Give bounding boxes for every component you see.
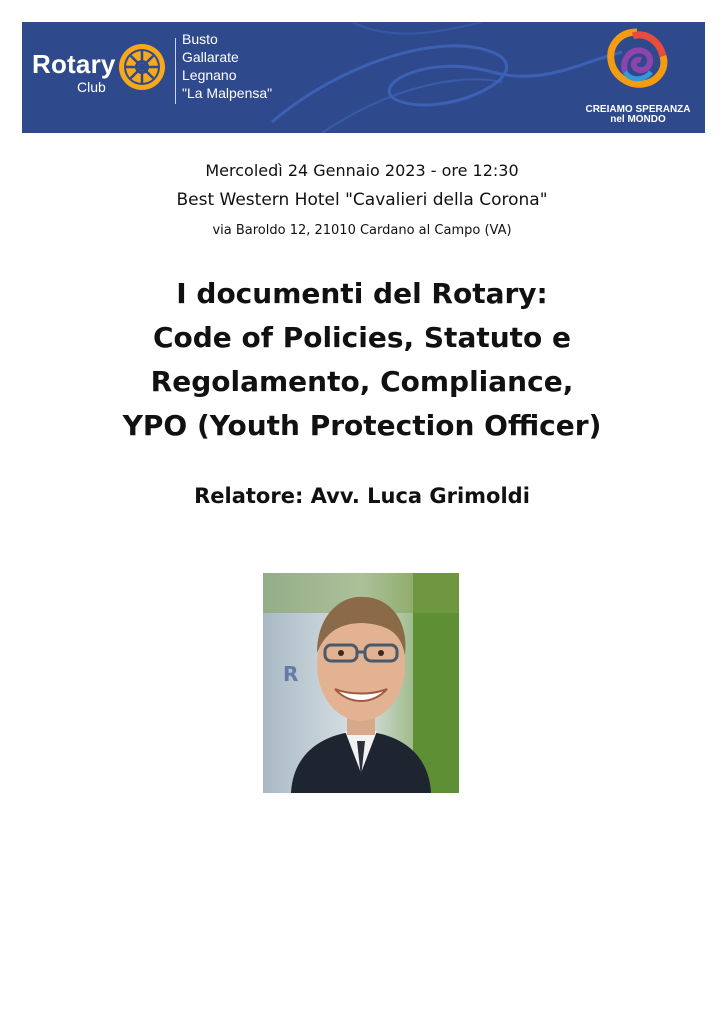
club-name: Busto [182, 31, 218, 47]
talk-title [40, 272, 684, 448]
speaker-name: Relatore: Avv. Luca Grimoldi [194, 484, 530, 508]
rotary-wordmark: Rotary [32, 49, 116, 79]
club-name: Gallarate [182, 49, 239, 65]
portrait-illustration [263, 573, 459, 793]
svg-text:R: R [283, 662, 299, 686]
header-divider [175, 38, 176, 104]
title-line: YPO (Youth Protection Officer) [122, 409, 602, 442]
theme-slogan-line1: CREIAMO SPERANZA [585, 104, 691, 115]
speaker-portrait [263, 573, 459, 793]
rotary-wheel-icon [117, 42, 167, 92]
theme-slogan-line2: nel MONDO [610, 114, 666, 125]
header-banner [22, 22, 705, 133]
title-line: I documenti del Rotary: [176, 277, 548, 310]
club-name: "La Malpensa" [182, 85, 273, 101]
club-names [182, 30, 272, 102]
title-line: Code of Policies, Statuto e [152, 321, 572, 354]
theme-slogan [577, 105, 699, 125]
event-venue: Best Western Hotel "Cavalieri della Corona" [176, 190, 548, 210]
club-name: Legnano [182, 67, 237, 83]
theme-logo-icon [605, 28, 669, 92]
club-label: Club [77, 79, 106, 95]
event-date: Mercoledì 24 Gennaio 2023 - ore 12:30 [205, 161, 519, 180]
event-address: via Baroldo 12, 21010 Cardano al Campo (VA) [212, 223, 512, 238]
title-line: Regolamento, Compliance, [150, 365, 574, 398]
